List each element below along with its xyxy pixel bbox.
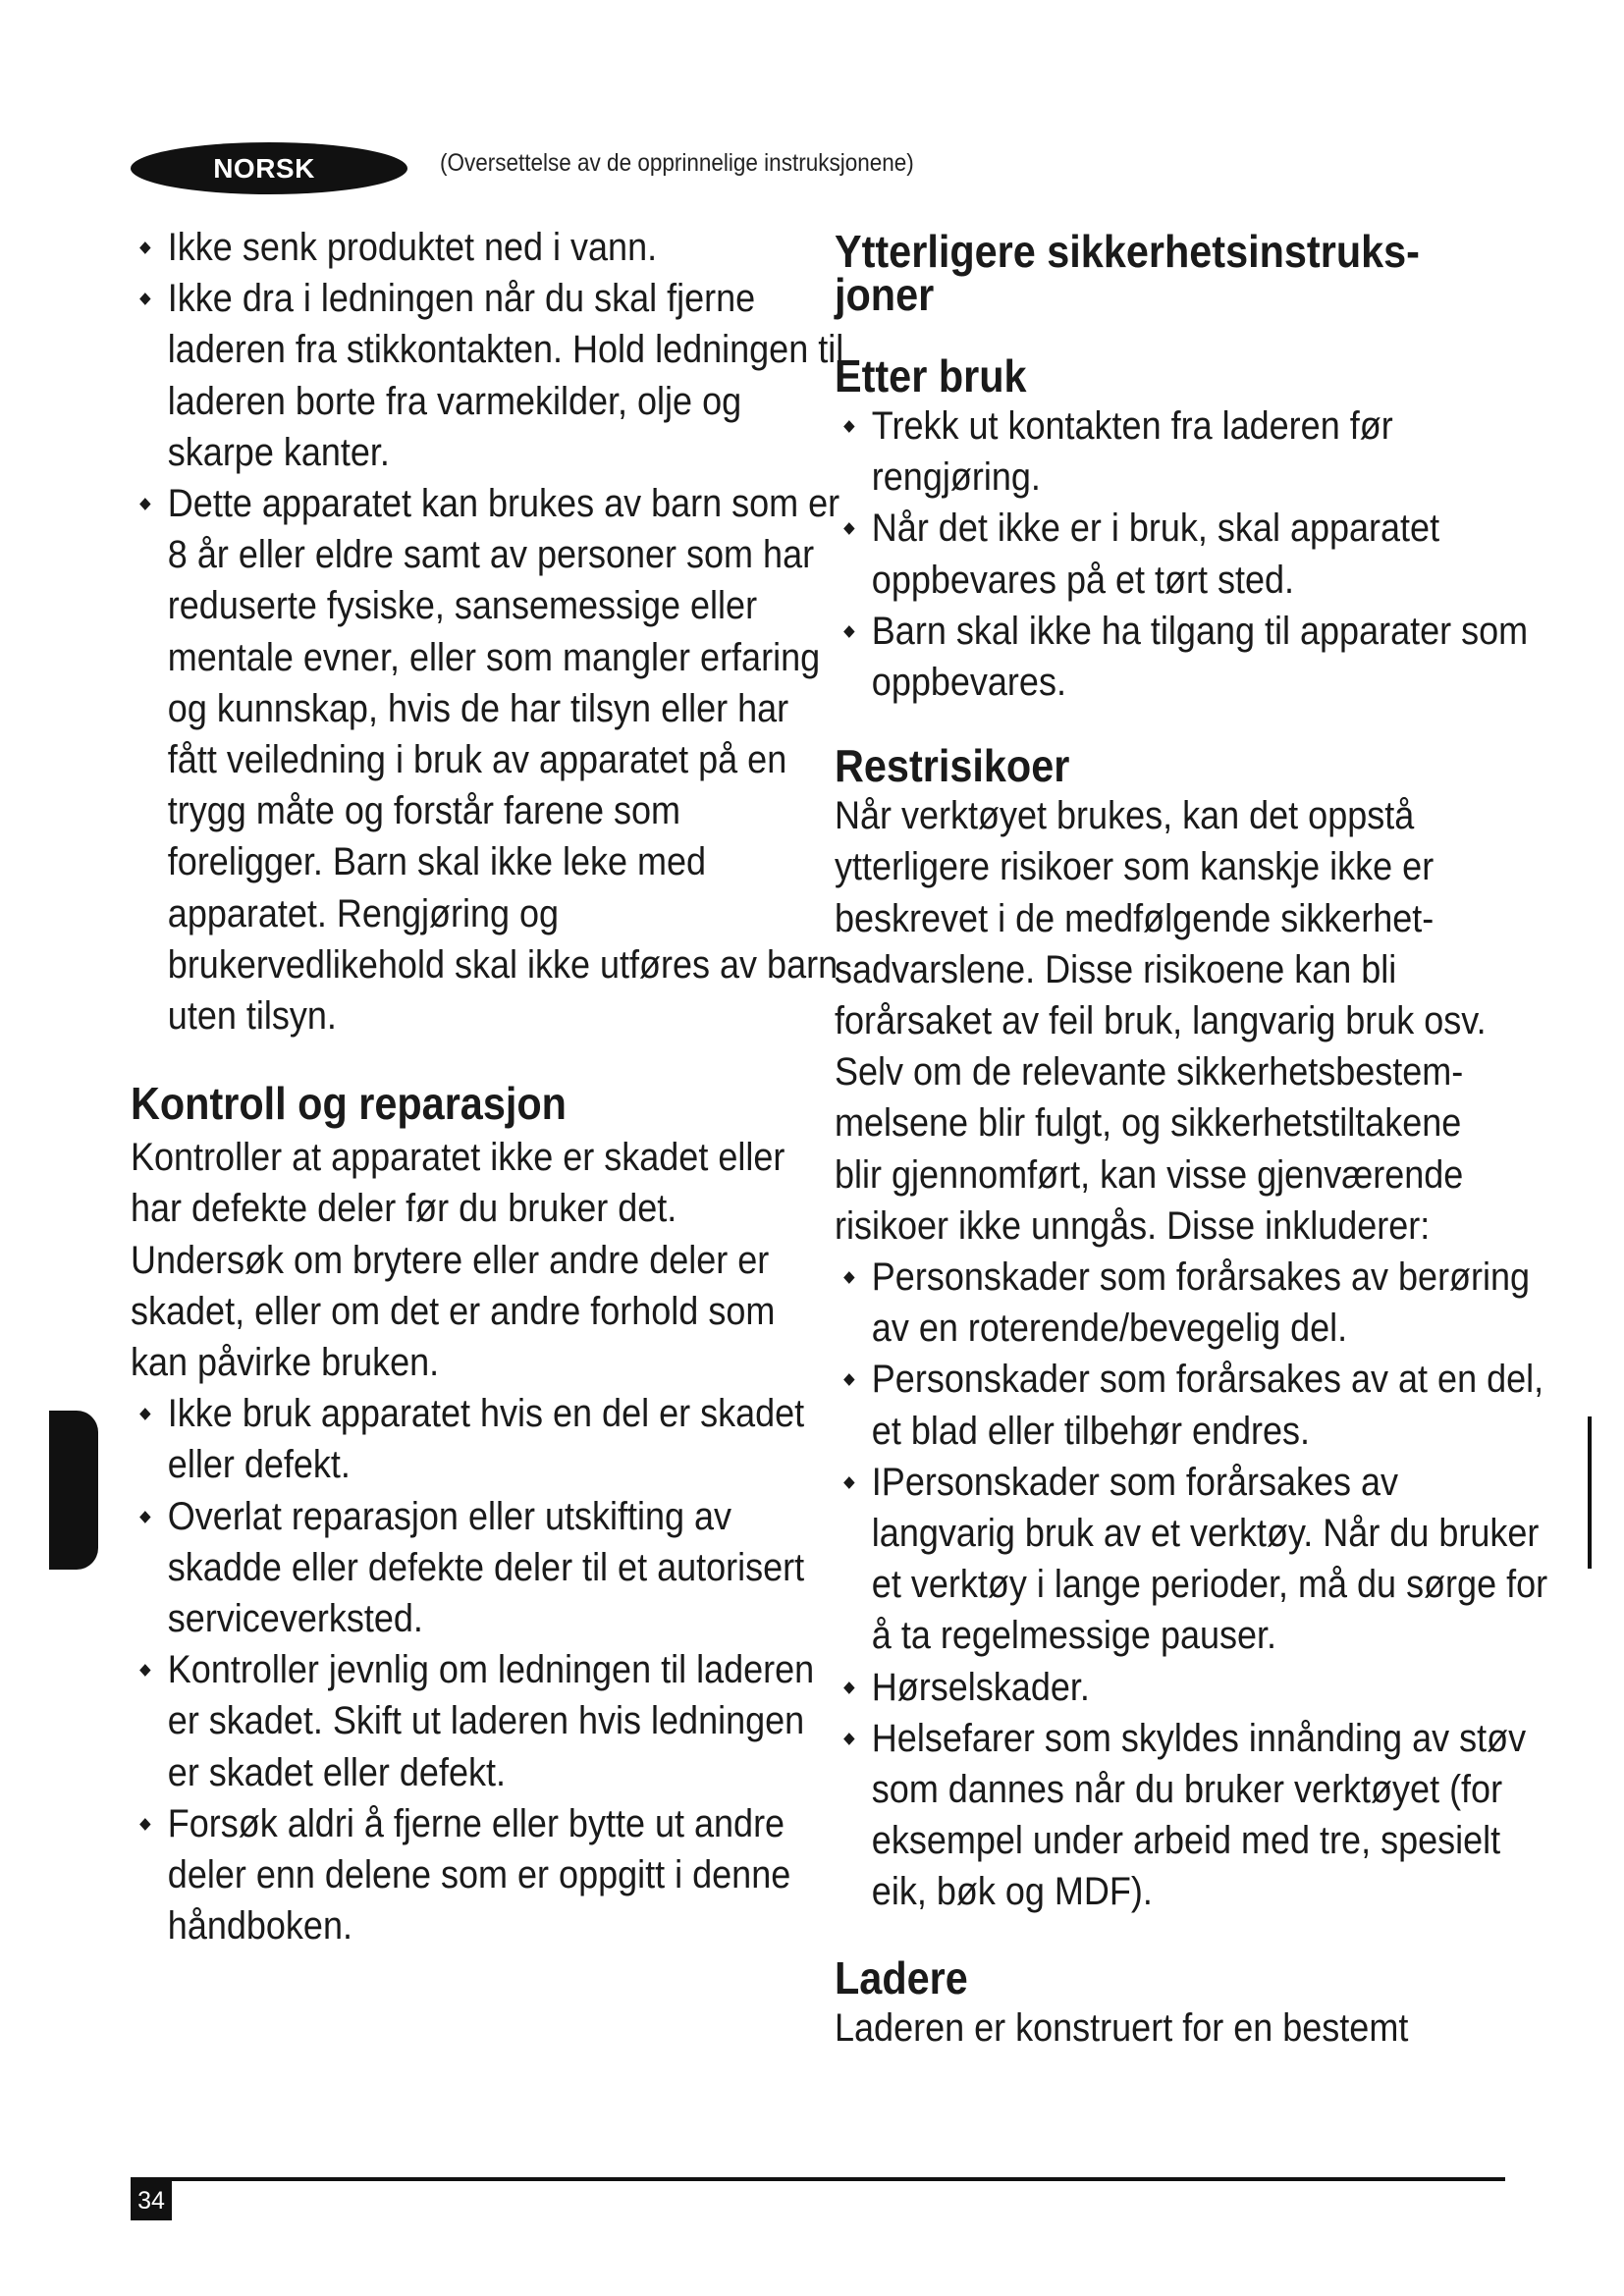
list-item: Ikke bruk apparatet hvis en del er skadet eller defekt.: [131, 1388, 844, 1490]
list-item: Trekk ut kontakten fra laderen før rengjøring.: [835, 400, 1548, 503]
diamond-bullet-icon: [139, 293, 150, 305]
restrisikoer-intro: Når verktøyet brukes, kan det oppstå ytterligere risikoer som kanskje ikke er beskrevet i de medfølgende sikkerhet-sadvarslene. Disse risikoene kan bli forårsaket av feil bruk, langvarig bruk osv. Selv om de relevante sikkerhetsbestem-melsene blir fulgt, og sikkerhetstiltakene blir gjennomført, kan visse gjenværende risikoer ikke unngås. Disse inkluderer:: [835, 794, 1487, 1248]
safety-bullet-list: [131, 222, 844, 1041]
diamond-bullet-icon: [843, 420, 854, 433]
section-tab-marker: [49, 1411, 98, 1570]
list-item: Dette apparatet kan brukes av barn som er 8 år eller eldre samt av personer som har reduserte fysiske, sansemessige eller mentale evner, eller som mangler erfaring og kunnskap, hvis de har tilsyn eller har fått veiledning i bruk av apparatet på en trygg måte og forstår farene som foreligger. Barn skal ikke leke med apparatet. Rengjøring og brukervedlikehold skal ikke utføres av barn uten tilsyn.: [131, 478, 844, 1041]
diamond-bullet-icon: [843, 1476, 854, 1489]
diamond-bullet-icon: [843, 625, 854, 638]
ytterligere-heading: Ytterligere sikkerhetsinstruks- joner: [835, 226, 1420, 320]
diamond-bullet-icon: [843, 523, 854, 536]
diamond-bullet-icon: [139, 498, 150, 510]
restrisikoer-heading: Restrisikoer: [835, 740, 1070, 792]
kontroll-heading: Kontroll og reparasjon: [131, 1078, 567, 1130]
edge-marker-line: [1588, 1416, 1592, 1569]
restrisikoer-bullet-list: [835, 1252, 1548, 1918]
diamond-bullet-icon: [139, 1818, 150, 1831]
list-item: Barn skal ikke ha tilgang til apparater som oppbevares.: [835, 606, 1548, 708]
list-item: Ikke dra i ledningen når du skal fjerne laderen fra stikkontakten. Hold ledningen til laderen borte fra varmekilder, olje og skarpe kanter.: [131, 273, 844, 478]
left-column: [131, 222, 844, 1952]
diamond-bullet-icon: [139, 241, 150, 254]
diamond-bullet-icon: [139, 1408, 150, 1420]
list-item: Når det ikke er i bruk, skal apparatet oppbevares på et tørt sted.: [835, 503, 1548, 605]
list-item: Personskader som forårsakes av at en del, et blad eller tilbehør endres.: [835, 1354, 1548, 1456]
list-item: Ikke senk produktet ned i vann.: [131, 222, 844, 273]
diamond-bullet-icon: [139, 1511, 150, 1523]
list-item: IPersonskader som forårsakes av langvarig bruk av et verktøy. Når du bruker et verktøy i lange perioder, må du sørge for å ta regelmessige pauser.: [835, 1457, 1548, 1662]
kontroll-bullet-list: [131, 1388, 815, 1951]
etter-bruk-bullet-list: [835, 400, 1529, 708]
list-item: Kontroller jevnlig om ledningen til laderen er skadet. Skift ut laderen hvis ledningen er skadet eller defekt.: [131, 1644, 844, 1798]
right-column: [835, 222, 1548, 2054]
page-number: 34: [131, 2181, 172, 2220]
kontroll-intro: Kontroller at apparatet ikke er skadet eller har defekte deler før du bruker det. Undersøk om brytere eller andre deler er skadet, eller om det er andre forhold som kan påvirke bruken.: [131, 1136, 785, 1385]
footer-rule: [131, 2177, 1505, 2181]
diamond-bullet-icon: [139, 1664, 150, 1677]
list-item: Personskader som forårsakes av berøring av en roterende/bevegelig del.: [835, 1252, 1548, 1354]
diamond-bullet-icon: [843, 1682, 854, 1694]
diamond-bullet-icon: [843, 1374, 854, 1387]
list-item: Overlat reparasjon eller utskifting av skadde eller defekte deler til et autorisert serviceverksted.: [131, 1491, 844, 1645]
list-item: Helsefarer som skyldes innånding av støv som dannes når du bruker verktøyet (for eksempel under arbeid med tre, spesielt eik, bøk og MDF).: [835, 1713, 1548, 1918]
translation-note: (Oversettelse av de opprinnelige instruksjonene): [440, 149, 914, 177]
diamond-bullet-icon: [843, 1733, 854, 1745]
ladere-intro: Laderen er konstruert for en bestemt: [835, 2005, 1409, 2050]
language-label: NORSK: [213, 152, 315, 184]
ladere-heading: Ladere: [835, 1951, 968, 2003]
diamond-bullet-icon: [843, 1271, 854, 1284]
list-item: Forsøk aldri å fjerne eller bytte ut andre deler enn delene som er oppgitt i denne håndboken.: [131, 1798, 844, 1952]
language-badge: [131, 142, 407, 194]
etter-bruk-heading: Etter bruk: [835, 350, 1027, 401]
list-item: Hørselskader.: [835, 1662, 1548, 1713]
